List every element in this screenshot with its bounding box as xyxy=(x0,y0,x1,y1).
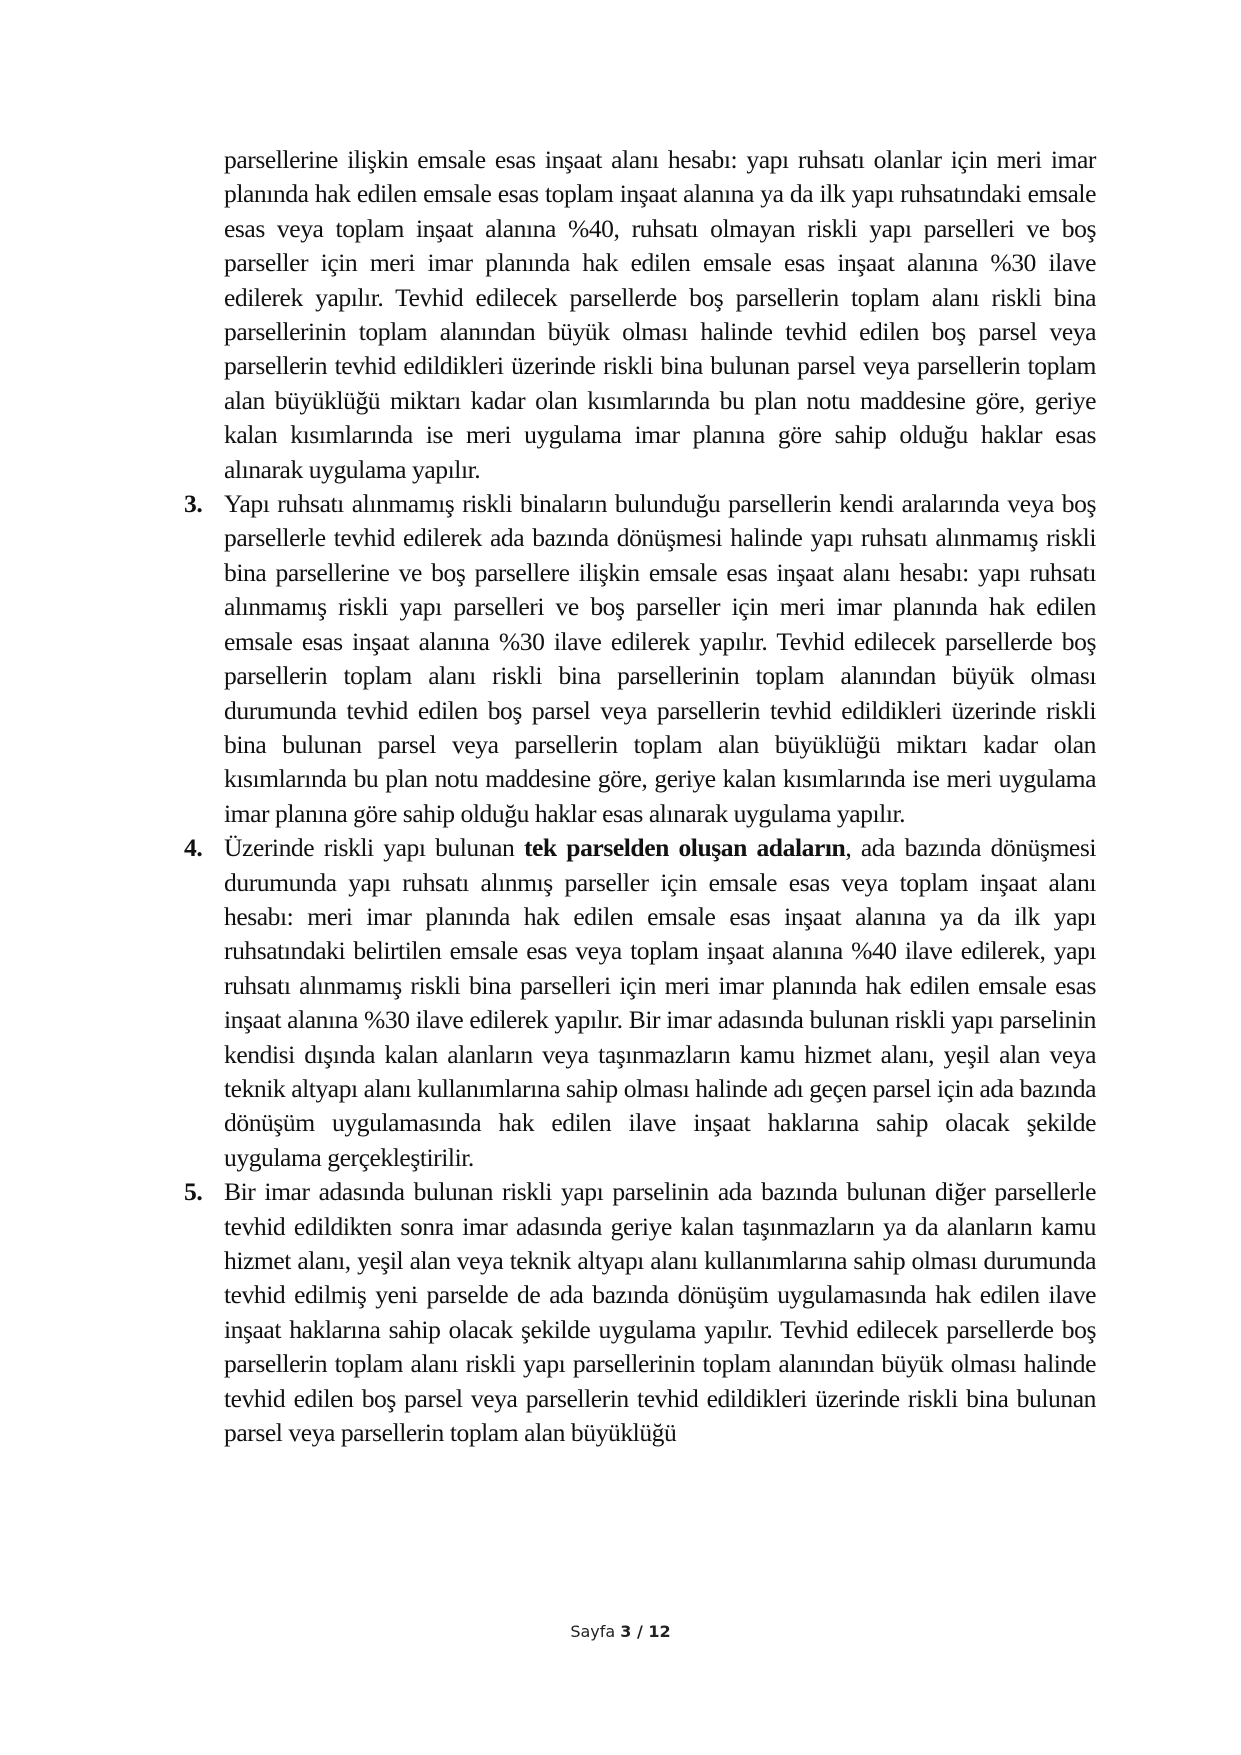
emphasis-text: tek parselden oluşan adaların xyxy=(523,833,846,863)
list-item-4 xyxy=(184,831,1096,1175)
list-item-text: Yapı ruhsatı alınmamış riskli binaların bulunduğu parsellerin kendi aralarında veya boş parsellerle tevhid edilerek ada bazında dönüşmesi halinde yapı ruhsatı alınmamış riskli bina parsellerine ve boş parsellere ilişkin emsale esas inşaat alanı hesabı: yapı ruhsatı alınmamış riskli yapı parselleri ve boş parseller için meri imar planında hak edilen emsale esas inşaat alanına %30 ilave edilerek yapılır. Tevhid edilecek parsellerde boş parsellerin toplam alanı riskli bina parsellerinin toplam alanından büyük olması durumunda tevhid edilen boş parsel veya parsellerin tevhid edildikleri üzerinde riskli bina bulunan parsel veya parsellerin toplam alan büyüklüğü miktarı kadar olan kısımlarında bu plan notu maddesine göre, geriye kalan kısımlarında ise meri uygulama imar planına göre sahip olduğu haklar esas alınarak uygulama yapılır. xyxy=(224,489,1096,828)
list-number: 5. xyxy=(184,1177,203,1207)
list-item-text: Bir imar adasında bulunan riskli yapı parselinin ada bazında bulunan diğer parsellerle tevhid edildikten sonra imar adasında geriye kalan taşınmazların ya da alanların kamu hizmet alanı, yeşil alan veya teknik altyapı alanı kullanımlarına sahip olması durumunda tevhid edilmiş yeni parselde de ada bazında dönüşüm uygulamasında hak edilen ilave inşaat haklarına sahip olacak şekilde uygulama yapılır. Tevhid edilecek parsellerde boş parsellerin toplam alanı riskli yapı parsellerinin toplam alanından büyük olması halinde tevhid edilen boş parsel veya parsellerin tevhid edildikleri üzerinde riskli bina bulunan parsel veya parsellerin toplam alan büyüklüğü xyxy=(224,1177,1096,1448)
page-body xyxy=(184,143,1096,1450)
page-number: 3 / 12 xyxy=(620,1622,671,1641)
page-footer xyxy=(0,1622,1241,1641)
list-item-3 xyxy=(184,487,1096,831)
page-label: Sayfa xyxy=(570,1622,616,1641)
list-item-text: Üzerinde riskli yapı bulunan tek parselden oluşan adaların, ada bazında dönüşmesi durumunda yapı ruhsatı alınmış parseller için emsale esas veya toplam inşaat alanı hesabı: meri imar planında hak edilen emsale esas inşaat alanına ya da ilk yapı ruhsatındaki belirtilen emsale esas veya toplam inşaat alanına %40 ilave edilerek, yapı ruhsatı alınmamış riskli bina parselleri için meri imar planında hak edilen emsale esas inşaat alanına %30 ilave edilerek yapılır. Bir imar adasında bulunan riskli yapı parselinin kendisi dışında kalan alanların veya taşınmazların kamu hizmet alanı, yeşil alan veya teknik altyapı alanı kullanımlarına sahip olması halinde adı geçen parsel için ada bazında dönüşüm uygulamasında hak edilen ilave inşaat haklarına sahip olacak şekilde uygulama gerçekleştirilir. xyxy=(224,833,1097,1172)
list-item-5 xyxy=(184,1175,1096,1450)
list-number: 3. xyxy=(184,489,203,519)
continued-paragraph: parsellerine ilişkin emsale esas inşaat alanı hesabı: yapı ruhsatı olanlar için meri imar planında hak edilen emsale esas toplam inşaat alanına ya da ilk yapı ruhsatındaki emsale esas veya toplam inşaat alanına %40, ruhsatı olmayan riskli yapı parselleri ve boş parseller için meri imar planında hak edilen emsale esas inşaat alanına %30 ilave edilerek yapılır. Tevhid edilecek parsellerde boş parsellerin toplam alanı riskli bina parsellerinin toplam alanından büyük olması halinde tevhid edilen boş parsel veya parsellerin tevhid edildikleri üzerinde riskli bina bulunan parsel veya parsellerin toplam alan büyüklüğü miktarı kadar olan kısımlarında bu plan notu maddesine göre, geriye kalan kısımlarında ise meri uygulama imar planına göre sahip olduğu haklar esas alınarak uygulama yapılır. xyxy=(224,145,1096,484)
list-number: 4. xyxy=(184,833,203,863)
